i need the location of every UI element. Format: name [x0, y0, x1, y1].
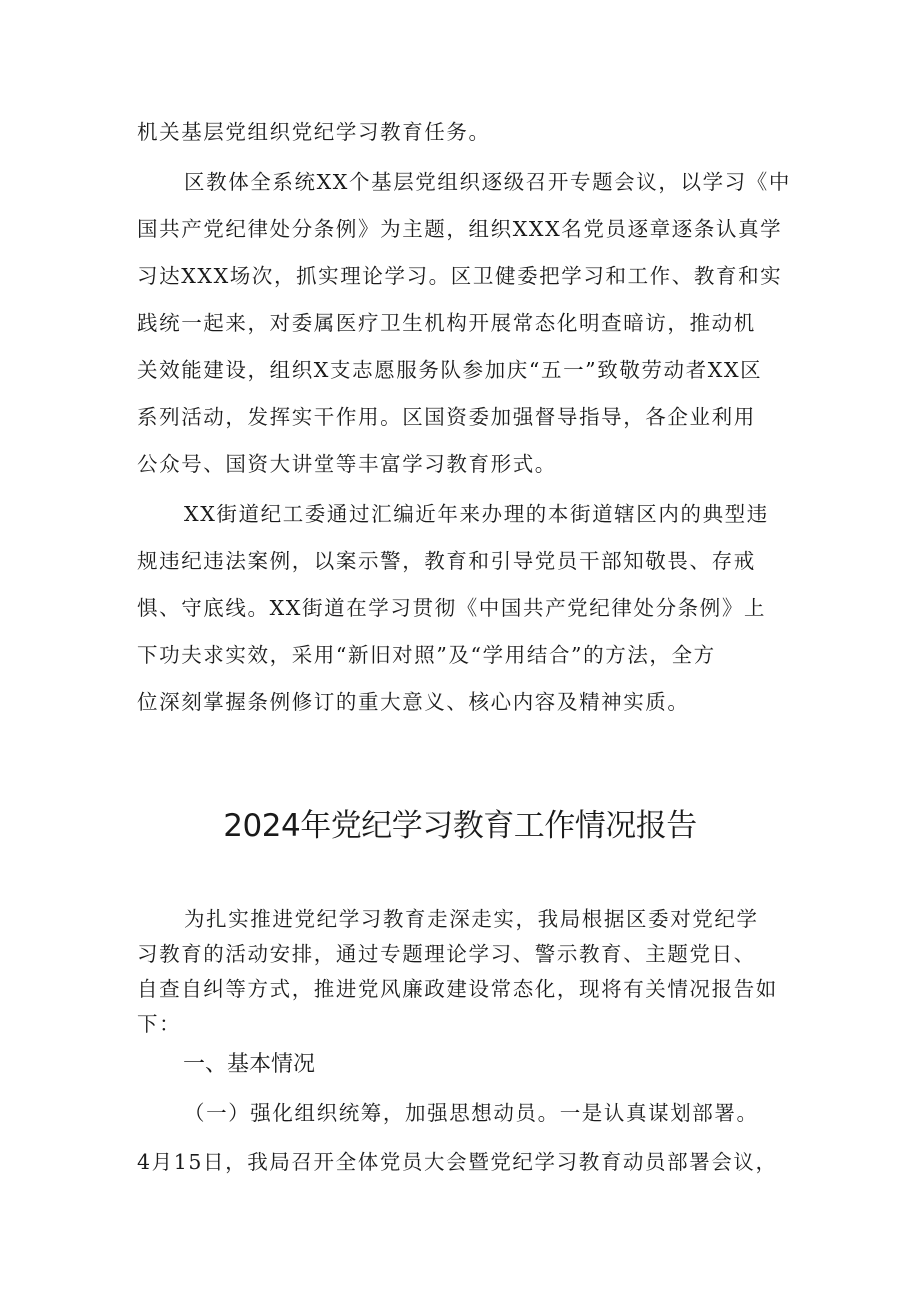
- paragraph-line: 惧、守底线。XX街道在学习贯彻《中国共产党纪律处分条例》上: [137, 596, 767, 620]
- paragraph-line: 公众号、国资大讲堂等丰富学习教育形式。: [137, 452, 557, 476]
- paragraph-line: 自查自纠等方式，推进党风廉政建设常态化，现将有关情况报告如: [137, 977, 778, 1001]
- paragraph-line: 4月15日，我局召开全体党员大会暨党纪学习教育动员部署会议，: [137, 1150, 778, 1174]
- paragraph-line: 机关基层党组织党纪学习教育任务。: [137, 120, 491, 144]
- paragraph-line: 规违纪违法案例，以案示警，教育和引导党员干部知敬畏、存戒: [137, 549, 756, 573]
- paragraph-line: XX街道纪工委通过汇编近年来办理的本街道辖区内的典型违: [184, 502, 769, 526]
- paragraph-line: 国共产党纪律处分条例》为主题，组织XXX名党员逐章逐条认真学: [137, 217, 783, 241]
- paragraph-line: 位深刻掌握条例修订的重大意义、核心内容及精神实质。: [137, 690, 690, 714]
- paragraph-line: 关效能建设，组织X支志愿服务队参加庆“五一”致敬劳动者XX区: [137, 358, 763, 382]
- paragraph-line: 系列活动，发挥实干作用。区国资委加强督导指导，各企业利用: [137, 405, 756, 429]
- paragraph-line: 践统一起来，对委属医疗卫生机构开展常态化明查暗访，推动机: [137, 311, 756, 335]
- paragraph-line: 下：: [137, 1012, 182, 1036]
- document-title: 2024年党纪学习教育工作情况报告: [223, 808, 697, 844]
- paragraph-line: 区教体全系统XX个基层党组织逐级召开专题会议，以学习《中: [184, 170, 791, 194]
- paragraph-line: 习达XXX场次，抓实理论学习。区卫健委把学习和工作、教育和实: [137, 264, 783, 288]
- paragraph-line: 习教育的活动安排，通过专题理论学习、警示教育、主题党日、: [137, 942, 756, 966]
- paragraph-line: 下功夫求实效，采用“新旧对照”及“学用结合”的方法，全方: [137, 643, 716, 667]
- section-heading: 一、基本情况: [183, 1052, 316, 1077]
- paragraph-line: 为扎实推进党纪学习教育走深走实，我局根据区委对党纪学: [184, 907, 759, 931]
- paragraph-line: （一）强化组织统筹，加强思想动员。一是认真谋划部署。: [184, 1101, 759, 1125]
